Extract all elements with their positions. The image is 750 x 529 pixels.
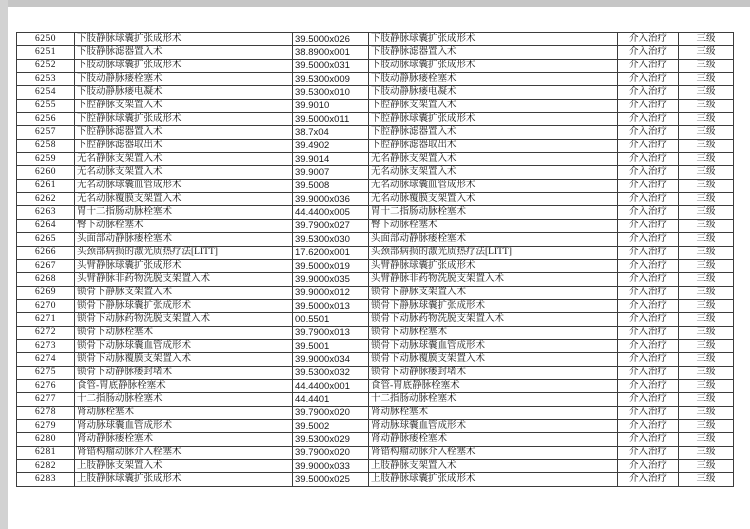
procedure-name-repeat-cell: 胃十二指肠动脉栓塞术 (369, 206, 618, 219)
procedure-name-repeat-cell: 锁骨下动脉球囊血管成形术 (369, 339, 618, 352)
procedure-name-cell: 食管-胃底静脉栓塞术 (75, 379, 293, 392)
icd-code-cell: 17.6200x001 (293, 246, 369, 259)
table-row (17, 326, 734, 339)
procedure-name-cell: 下肢静脉球囊扩张成形术 (75, 33, 293, 46)
grade-level-cell: 三级 (679, 126, 734, 139)
procedure-name-cell: 头臂静脉球囊扩张成形术 (75, 259, 293, 272)
procedure-name-repeat-cell: 锁骨下静脉球囊扩张成形术 (369, 299, 618, 312)
procedure-name-repeat-cell: 下腔静脉滤器取出术 (369, 139, 618, 152)
row-index-cell: 6260 (17, 166, 75, 179)
procedure-name-repeat-cell: 头臂静脉球囊扩张成形术 (369, 259, 618, 272)
row-index-cell: 6267 (17, 259, 75, 272)
treatment-category-cell: 介入治疗 (618, 139, 679, 152)
table-row (17, 219, 734, 232)
procedure-name-cell: 肾错构瘤动脉介入栓塞术 (75, 446, 293, 459)
row-index-cell: 6279 (17, 419, 75, 432)
procedure-name-cell: 臀下动脉栓塞术 (75, 219, 293, 232)
table-row (17, 366, 734, 379)
grade-level-cell: 三级 (679, 460, 734, 473)
table-row (17, 233, 734, 246)
icd-code-cell: 44.4401 (293, 393, 369, 406)
treatment-category-cell: 介入治疗 (618, 73, 679, 86)
icd-code-cell: 39.5000x019 (293, 259, 369, 272)
procedure-name-cell: 锁骨下动脉覆膜支架置入术 (75, 353, 293, 366)
procedure-name-repeat-cell: 锁骨下动脉药物洗脱支架置入术 (369, 313, 618, 326)
icd-code-cell: 44.4400x005 (293, 206, 369, 219)
table-row (17, 59, 734, 72)
row-index-cell: 6275 (17, 366, 75, 379)
grade-level-cell: 三级 (679, 59, 734, 72)
procedure-name-repeat-cell: 锁骨下动脉覆膜支架置入术 (369, 353, 618, 366)
procedure-name-cell: 锁骨下静脉支架置入术 (75, 286, 293, 299)
procedure-name-repeat-cell: 上肢静脉球囊扩张成形术 (369, 473, 618, 486)
row-index-cell: 6268 (17, 273, 75, 286)
procedure-name-repeat-cell: 肾动脉栓塞术 (369, 406, 618, 419)
icd-code-cell: 39.9000x033 (293, 460, 369, 473)
table-row (17, 379, 734, 392)
icd-code-cell: 44.4400x001 (293, 379, 369, 392)
grade-level-cell: 三级 (679, 353, 734, 366)
row-index-cell: 6263 (17, 206, 75, 219)
icd-code-cell: 39.9000x036 (293, 193, 369, 206)
procedure-name-repeat-cell: 头面部动静脉瘘栓塞术 (369, 233, 618, 246)
procedure-name-cell: 下腔静脉支架置入术 (75, 99, 293, 112)
icd-code-cell: 00.5501 (293, 313, 369, 326)
treatment-category-cell: 介入治疗 (618, 393, 679, 406)
grade-level-cell: 三级 (679, 246, 734, 259)
table-row (17, 33, 734, 46)
treatment-category-cell: 介入治疗 (618, 460, 679, 473)
icd-code-cell: 39.5000x025 (293, 473, 369, 486)
icd-code-cell: 39.4902 (293, 139, 369, 152)
table-row (17, 299, 734, 312)
grade-level-cell: 三级 (679, 206, 734, 219)
table-row (17, 433, 734, 446)
icd-code-cell: 39.9000x034 (293, 353, 369, 366)
treatment-category-cell: 介入治疗 (618, 206, 679, 219)
treatment-category-cell: 介入治疗 (618, 313, 679, 326)
grade-level-cell: 三级 (679, 219, 734, 232)
procedure-name-repeat-cell: 锁骨下静脉支架置入术 (369, 286, 618, 299)
icd-code-cell: 39.7900x027 (293, 219, 369, 232)
table-row (17, 86, 734, 99)
treatment-category-cell: 介入治疗 (618, 46, 679, 59)
procedure-name-repeat-cell: 无名动脉支架置入术 (369, 166, 618, 179)
procedure-name-repeat-cell: 食管-胃底静脉栓塞术 (369, 379, 618, 392)
table-row (17, 313, 734, 326)
table-row (17, 339, 734, 352)
procedure-name-cell: 肾动脉球囊血管成形术 (75, 419, 293, 432)
grade-level-cell: 三级 (679, 393, 734, 406)
procedure-name-cell: 下腔静脉球囊扩张成形术 (75, 113, 293, 126)
grade-level-cell: 三级 (679, 179, 734, 192)
treatment-category-cell: 介入治疗 (618, 219, 679, 232)
procedure-name-repeat-cell: 下腔静脉滤器置入术 (369, 126, 618, 139)
procedure-name-cell: 下肢动静脉瘘栓塞术 (75, 73, 293, 86)
row-index-cell: 6266 (17, 246, 75, 259)
row-index-cell: 6273 (17, 339, 75, 352)
grade-level-cell: 三级 (679, 406, 734, 419)
procedure-name-repeat-cell: 下肢动静脉瘘电凝术 (369, 86, 618, 99)
procedure-name-cell: 锁骨下动脉栓塞术 (75, 326, 293, 339)
procedure-grading-table (16, 32, 734, 487)
treatment-category-cell: 介入治疗 (618, 366, 679, 379)
procedure-name-repeat-cell: 下肢动脉球囊扩张成形术 (369, 59, 618, 72)
treatment-category-cell: 介入治疗 (618, 339, 679, 352)
grade-level-cell: 三级 (679, 166, 734, 179)
procedure-name-cell: 十二指肠动脉栓塞术 (75, 393, 293, 406)
procedure-name-cell: 下腔静脉滤器取出术 (75, 139, 293, 152)
procedure-name-cell: 肾动脉栓塞术 (75, 406, 293, 419)
procedure-name-repeat-cell: 无名动脉覆膜支架置入术 (369, 193, 618, 206)
treatment-category-cell: 介入治疗 (618, 406, 679, 419)
table-row (17, 286, 734, 299)
treatment-category-cell: 介入治疗 (618, 259, 679, 272)
icd-code-cell: 39.9014 (293, 153, 369, 166)
treatment-category-cell: 介入治疗 (618, 286, 679, 299)
grade-level-cell: 三级 (679, 33, 734, 46)
procedure-name-cell: 无名动脉覆膜支架置入术 (75, 193, 293, 206)
procedure-name-repeat-cell: 上肢静脉支架置入术 (369, 460, 618, 473)
procedure-name-cell: 无名动脉支架置入术 (75, 166, 293, 179)
procedure-name-cell: 上肢静脉球囊扩张成形术 (75, 473, 293, 486)
icd-code-cell: 38.7x04 (293, 126, 369, 139)
row-index-cell: 6262 (17, 193, 75, 206)
table-row (17, 393, 734, 406)
icd-code-cell: 39.7900x013 (293, 326, 369, 339)
procedure-name-cell: 锁骨下动脉药物洗脱支架置入术 (75, 313, 293, 326)
table-row (17, 259, 734, 272)
grade-level-cell: 三级 (679, 339, 734, 352)
page-edge-left (0, 0, 8, 529)
procedure-name-cell: 无名动脉球囊血管成形术 (75, 179, 293, 192)
procedure-name-cell: 头颈部病损的激光质热疗法[LITT] (75, 246, 293, 259)
procedure-name-cell: 头臂静脉非药物洗脱支架置入术 (75, 273, 293, 286)
grade-level-cell: 三级 (679, 379, 734, 392)
procedure-name-cell: 胃十二指肠动脉栓塞术 (75, 206, 293, 219)
procedure-name-cell: 下肢动脉球囊扩张成形术 (75, 59, 293, 72)
table-row (17, 139, 734, 152)
procedure-name-repeat-cell: 无名动脉球囊血管成形术 (369, 179, 618, 192)
grade-level-cell: 三级 (679, 299, 734, 312)
treatment-category-cell: 介入治疗 (618, 113, 679, 126)
procedure-name-cell: 上肢静脉支架置入术 (75, 460, 293, 473)
procedure-name-cell: 锁骨下动脉球囊血管成形术 (75, 339, 293, 352)
treatment-category-cell: 介入治疗 (618, 273, 679, 286)
table-row (17, 126, 734, 139)
row-index-cell: 6258 (17, 139, 75, 152)
icd-code-cell: 39.5002 (293, 419, 369, 432)
grade-level-cell: 三级 (679, 153, 734, 166)
row-index-cell: 6283 (17, 473, 75, 486)
table-row (17, 193, 734, 206)
grade-level-cell: 三级 (679, 99, 734, 112)
icd-code-cell: 39.5300x009 (293, 73, 369, 86)
procedure-name-repeat-cell: 无名静脉支架置入术 (369, 153, 618, 166)
grade-level-cell: 三级 (679, 419, 734, 432)
procedure-name-repeat-cell: 下腔静脉球囊扩张成形术 (369, 113, 618, 126)
treatment-category-cell: 介入治疗 (618, 99, 679, 112)
treatment-category-cell: 介入治疗 (618, 33, 679, 46)
treatment-category-cell: 介入治疗 (618, 153, 679, 166)
row-index-cell: 6274 (17, 353, 75, 366)
procedure-name-repeat-cell: 下肢动静脉瘘栓塞术 (369, 73, 618, 86)
table-row (17, 473, 734, 486)
grade-level-cell: 三级 (679, 86, 734, 99)
icd-code-cell: 39.5001 (293, 339, 369, 352)
table-row (17, 353, 734, 366)
row-index-cell: 6282 (17, 460, 75, 473)
procedure-name-repeat-cell: 头颈部病损的激光质热疗法[LITT] (369, 246, 618, 259)
row-index-cell: 6272 (17, 326, 75, 339)
icd-code-cell: 39.5300x010 (293, 86, 369, 99)
grade-level-cell: 三级 (679, 259, 734, 272)
icd-code-cell: 38.8900x001 (293, 46, 369, 59)
table-row (17, 446, 734, 459)
icd-code-cell: 39.5000x031 (293, 59, 369, 72)
icd-code-cell: 39.7900x020 (293, 406, 369, 419)
treatment-category-cell: 介入治疗 (618, 86, 679, 99)
procedure-name-cell: 下肢动静脉瘘电凝术 (75, 86, 293, 99)
icd-code-cell: 39.5300x032 (293, 366, 369, 379)
icd-code-cell: 39.9000x012 (293, 286, 369, 299)
table-row (17, 99, 734, 112)
treatment-category-cell: 介入治疗 (618, 446, 679, 459)
table-row (17, 73, 734, 86)
table-row (17, 460, 734, 473)
row-index-cell: 6261 (17, 179, 75, 192)
row-index-cell: 6277 (17, 393, 75, 406)
icd-code-cell: 39.9007 (293, 166, 369, 179)
row-index-cell: 6280 (17, 433, 75, 446)
treatment-category-cell: 介入治疗 (618, 126, 679, 139)
procedure-name-cell: 肾动静脉瘘栓塞术 (75, 433, 293, 446)
treatment-category-cell: 介入治疗 (618, 419, 679, 432)
table-row (17, 406, 734, 419)
grade-level-cell: 三级 (679, 113, 734, 126)
procedure-name-cell: 锁骨下动静脉瘘封堵术 (75, 366, 293, 379)
grade-level-cell: 三级 (679, 273, 734, 286)
treatment-category-cell: 介入治疗 (618, 379, 679, 392)
procedure-name-cell: 锁骨下静脉球囊扩张成形术 (75, 299, 293, 312)
grade-level-cell: 三级 (679, 286, 734, 299)
grade-level-cell: 三级 (679, 233, 734, 246)
row-index-cell: 6255 (17, 99, 75, 112)
procedure-name-repeat-cell: 下肢静脉球囊扩张成形术 (369, 33, 618, 46)
treatment-category-cell: 介入治疗 (618, 193, 679, 206)
icd-code-cell: 39.5300x029 (293, 433, 369, 446)
treatment-category-cell: 介入治疗 (618, 233, 679, 246)
row-index-cell: 6270 (17, 299, 75, 312)
table-row (17, 206, 734, 219)
icd-code-cell: 39.9010 (293, 99, 369, 112)
page-edge-top (0, 0, 750, 7)
icd-code-cell: 39.5008 (293, 179, 369, 192)
row-index-cell: 6259 (17, 153, 75, 166)
table-row (17, 246, 734, 259)
treatment-category-cell: 介入治疗 (618, 246, 679, 259)
procedure-name-repeat-cell: 肾错构瘤动脉介入栓塞术 (369, 446, 618, 459)
treatment-category-cell: 介入治疗 (618, 353, 679, 366)
row-index-cell: 6251 (17, 46, 75, 59)
row-index-cell: 6254 (17, 86, 75, 99)
row-index-cell: 6265 (17, 233, 75, 246)
grade-level-cell: 三级 (679, 446, 734, 459)
row-index-cell: 6271 (17, 313, 75, 326)
grade-level-cell: 三级 (679, 473, 734, 486)
icd-code-cell: 39.5000x013 (293, 299, 369, 312)
icd-code-cell: 39.7900x020 (293, 446, 369, 459)
table-row (17, 153, 734, 166)
treatment-category-cell: 介入治疗 (618, 59, 679, 72)
icd-code-cell: 39.9000x035 (293, 273, 369, 286)
procedure-name-cell: 下腔静脉滤器置入术 (75, 126, 293, 139)
procedure-name-repeat-cell: 肾动脉球囊血管成形术 (369, 419, 618, 432)
procedure-name-cell: 头面部动静脉瘘栓塞术 (75, 233, 293, 246)
procedure-name-repeat-cell: 锁骨下动脉栓塞术 (369, 326, 618, 339)
procedure-name-repeat-cell: 肾动静脉瘘栓塞术 (369, 433, 618, 446)
icd-code-cell: 39.5300x030 (293, 233, 369, 246)
row-index-cell: 6269 (17, 286, 75, 299)
procedure-name-cell: 无名静脉支架置入术 (75, 153, 293, 166)
icd-code-cell: 39.5000x011 (293, 113, 369, 126)
treatment-category-cell: 介入治疗 (618, 166, 679, 179)
grade-level-cell: 三级 (679, 366, 734, 379)
row-index-cell: 6252 (17, 59, 75, 72)
procedure-name-repeat-cell: 十二指肠动脉栓塞术 (369, 393, 618, 406)
grade-level-cell: 三级 (679, 193, 734, 206)
procedure-name-repeat-cell: 头臂静脉非药物洗脱支架置入术 (369, 273, 618, 286)
row-index-cell: 6276 (17, 379, 75, 392)
table-row (17, 419, 734, 432)
procedure-name-repeat-cell: 下腔静脉支架置入术 (369, 99, 618, 112)
table-row (17, 179, 734, 192)
grade-level-cell: 三级 (679, 326, 734, 339)
table-row (17, 166, 734, 179)
row-index-cell: 6257 (17, 126, 75, 139)
procedure-name-repeat-cell: 下肢静脉滤器置入术 (369, 46, 618, 59)
procedure-name-repeat-cell: 臀下动脉栓塞术 (369, 219, 618, 232)
treatment-category-cell: 介入治疗 (618, 433, 679, 446)
table-row (17, 273, 734, 286)
row-index-cell: 6253 (17, 73, 75, 86)
grade-level-cell: 三级 (679, 139, 734, 152)
grade-level-cell: 三级 (679, 73, 734, 86)
treatment-category-cell: 介入治疗 (618, 299, 679, 312)
treatment-category-cell: 介入治疗 (618, 179, 679, 192)
row-index-cell: 6278 (17, 406, 75, 419)
table-row (17, 113, 734, 126)
row-index-cell: 6256 (17, 113, 75, 126)
row-index-cell: 6264 (17, 219, 75, 232)
grade-level-cell: 三级 (679, 313, 734, 326)
grade-level-cell: 三级 (679, 433, 734, 446)
table-row (17, 46, 734, 59)
grade-level-cell: 三级 (679, 46, 734, 59)
procedure-name-repeat-cell: 锁骨下动静脉瘘封堵术 (369, 366, 618, 379)
treatment-category-cell: 介入治疗 (618, 473, 679, 486)
row-index-cell: 6250 (17, 33, 75, 46)
icd-code-cell: 39.5000x026 (293, 33, 369, 46)
treatment-category-cell: 介入治疗 (618, 326, 679, 339)
procedure-name-cell: 下肢静脉滤器置入术 (75, 46, 293, 59)
row-index-cell: 6281 (17, 446, 75, 459)
